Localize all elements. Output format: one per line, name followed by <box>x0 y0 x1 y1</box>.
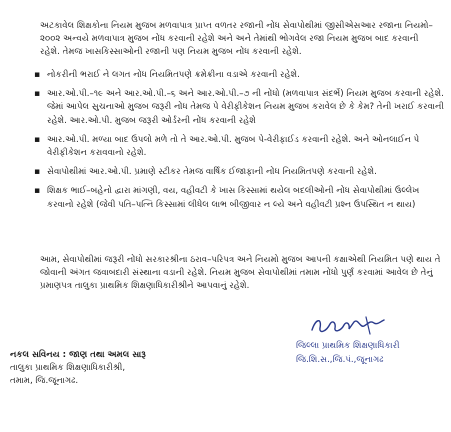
list-item-text: આર.ઓ.પી. મળ્યા બાદ ઉપલો મળે તો તે આર.ઓ.પી. મુજબ પે-વેરીફાઈડ કરવાની રહેશે. અને ઓનલાઈન પે વેરીફીકેશન કરાવવાનો રહેશે. <box>47 134 420 159</box>
list-item <box>34 134 444 160</box>
bullet-icon: ▪ <box>34 186 41 197</box>
bullet-icon: ▪ <box>34 167 41 178</box>
copy-to-block <box>10 349 240 389</box>
intro-paragraph: અટકાવેલ શિક્ષકોના નિયમ મુજબ મળવાપાત્ર પ્રાપ્ત વળતર રજાની નોંધ સેવાપોથીમાં જીસીએસઆર રજાના નિયમો–૨૦૦૨ અન્વયે મળવાપાત્ર મુજબ નોંધ કરવાની રહેશે અને અને તેમાંથી ભોગવેલ રજા નિયમ મુજબ બાદ કરવાની રહેશે. તેમજ ખાસકિસ્સાઓની રજાની પણ નિયમ મુજબ નોંધ કરવાની રહેશે. <box>40 21 433 58</box>
copy-to-heading: નકલ સવિનય : જાણ તથા અમલ સારૂ <box>10 350 146 360</box>
signatory-office: જિ.શિ.સ.,જિ.પં.,જૂનાગઢ <box>296 355 384 365</box>
signatory-title: જિલ્લા પ્રાથમિક શિક્ષણાધિકારી <box>296 341 400 351</box>
closing-paragraph: આમ, સેવાપોથીમાં જરૂરી નોંધો સરકારશ્રીના ઠરાવ–પરિપત્ર અને નિયમો મુજબ આપની કક્ષાએથી નિયમિત પણે થાય તે જોવાની અંગત જવાબદારી સંસ્થાના વડાની રહેશે. નિયમ મુજબ સેવાપોથીમાં તમામ નોંધો પુર્ણ કરવામાં આવેલ છે તેનું પ્રમાણપત્ર તાલુકા પ્રાથમિક શિક્ષણાધિકારીશ્રીને આપવાનું રહેશે. <box>40 255 441 292</box>
list-item-text: સેવાપોથીમાં આર.ઓ.પી. પ્રમાણે સ્ટીકર તેમજ વાર્ષિક ઈજાફાની નોંધ નિયમિતપણે કરવાની રહેશે. <box>47 167 377 178</box>
list-item-text: શિક્ષક ભાઈ–બહેનો દ્વારા માંગણી, વય, વહીવટી કે ખાસ કિસ્સામાં થયેલ બદલીઓની નોંધ સેવાપોથીમાં ઉલ્લેખ કરવાનો રહેશે (જેવી પતિ–પત્નિ કિસ્સામાં લીધેલ લાભ બીજીવાર ન લ્યે અને વહીવટી પ્રશ્ન ઉપસ્થિત ન થાય) <box>47 186 420 210</box>
bullet-icon: ▪ <box>34 89 41 100</box>
copy-to-recipient: તાલુકા પ્રાથમિક શિક્ષણાધિકારીશ્રી, <box>10 363 126 374</box>
list-item <box>34 88 444 128</box>
list-item <box>34 166 444 179</box>
list-item-text: નોકરીની ભરાઈ ને લગત નોંધ નિયમિતપણે ક્રમેક્રીના વડાએ કરવાની રહેશે. <box>47 70 300 80</box>
copy-to-location: તમામ, જિ.જૂનાગઢ. <box>10 376 79 387</box>
list-item <box>34 69 444 82</box>
bullet-icon: ▪ <box>34 70 41 80</box>
bullet-icon: ▪ <box>34 134 41 145</box>
list-item-text: આર.ઓ.પી.–૧૯ અને આર.ઓ.પી.–૬ અને આર.ઓ.પી.–૭ ની નોંધો (મળવાપાત્ર સંદર્ભે) નિયમ મુજબ કરવાની રહેશે. જેમાં આપેલ સુચનાઓ મુજબ જરૂરી નોંધ તેમજ પે વેરીફીકેશન નિયમ મુજબ કરાવેલ છે કે કેમ? તેની ખરાઈ કરવાની રહેશે. આર.ઓ.પી. મુજબ જરૂરી ઓર્ડરની નોંધ કરવાની રહેશે <box>47 89 444 126</box>
handwritten-signature <box>308 314 388 338</box>
list-item <box>34 185 444 211</box>
instruction-list <box>34 69 444 218</box>
